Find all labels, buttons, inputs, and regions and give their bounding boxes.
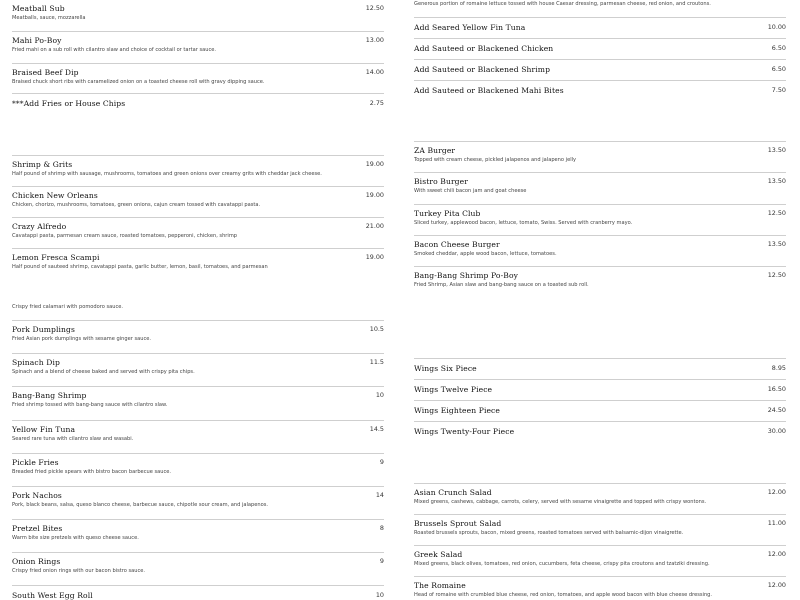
item-name: Bistro Burger (414, 177, 468, 186)
menu-item[interactable] (12, 186, 384, 212)
menu-item[interactable] (12, 0, 384, 26)
item-description: Fried Asian pork dumplings with sesame ginger sauce. (12, 336, 152, 342)
menu-item[interactable] (12, 519, 384, 545)
item-description: Seared rare tuna with cilantro slaw and wasabi. (12, 436, 134, 442)
item-price: 19.00 (365, 160, 384, 168)
item-name: Pretzel Bites (12, 524, 63, 533)
menu-item[interactable] (414, 59, 786, 77)
item-name: Crazy Alfredo (12, 222, 67, 231)
menu-item[interactable] (12, 93, 384, 111)
item-name: South West Egg Roll (12, 591, 93, 600)
menu-item[interactable] (12, 303, 384, 315)
item-name: Wings Twelve Piece (414, 385, 493, 394)
item-description: Topped with cream cheese, pickled jalapenos and jalapeno jelly (414, 157, 577, 163)
item-name: Asian Crunch Salad (414, 488, 492, 497)
item-name: ZA Burger (414, 146, 456, 155)
item-description: Sliced turkey, applewood bacon, lettuce, tomato, Swiss. Served with cranberry mayo. (414, 220, 633, 226)
item-description: Cavatappi pasta, parmesan cream sauce, roasted tomatoes, pepperoni, chicken, shrimp (12, 233, 238, 239)
menu-item[interactable] (414, 204, 786, 230)
menu-item[interactable] (12, 585, 384, 600)
item-price: 19.00 (365, 253, 384, 261)
right-menu-column (414, 0, 786, 600)
item-name: Yellow Fin Tuna (12, 425, 76, 434)
menu-item[interactable] (414, 483, 786, 509)
menu-item[interactable] (12, 248, 384, 274)
menu-item[interactable] (12, 353, 384, 379)
item-price: 11.5 (369, 358, 384, 366)
item-description: With sweet chili bacon jam and goat cheese (414, 188, 527, 194)
menu-item[interactable] (12, 552, 384, 578)
menu-item[interactable] (414, 421, 786, 439)
item-price: 16.50 (767, 385, 786, 393)
menu-item[interactable] (414, 576, 786, 600)
item-price: 9 (379, 557, 384, 565)
item-price: 30.00 (767, 427, 786, 435)
menu-item[interactable] (414, 379, 786, 397)
item-description: Fried mahi on a sub roll with cilantro slaw and choice of cocktail or tartar sauce. (12, 47, 216, 53)
item-price: 10 (375, 591, 384, 599)
item-description: Half pound of sauteed shrimp, cavatappi pasta, garlic butter, lemon, basil, tomatoes, and parmesan (12, 264, 268, 270)
item-price: 14.00 (365, 68, 384, 76)
item-price: 13.00 (365, 36, 384, 44)
item-price: 8 (379, 524, 384, 532)
item-price: 10 (375, 391, 384, 399)
menu-item[interactable] (414, 514, 786, 540)
item-description: Head of romaine with crumbled blue cheese, red onion, tomatoes, and apple wood bacon with blue cheese dressing. (414, 592, 713, 598)
menu-item[interactable] (414, 17, 786, 35)
item-name: Wings Eighteen Piece (414, 406, 501, 415)
left-menu-column (12, 0, 384, 600)
item-name: Bang-Bang Shrimp (12, 391, 87, 400)
item-description: Smoked cheddar, apple wood bacon, lettuce, tomatoes. (414, 251, 557, 257)
item-price: 14.5 (369, 425, 384, 433)
item-name: Onion Rings (12, 557, 61, 566)
menu-item[interactable] (12, 386, 384, 412)
item-description: Chicken, chorizo, mushrooms, tomatoes, green onions, cajun cream tossed with cavatappi pasta. (12, 202, 261, 208)
item-name: Bang-Bang Shrimp Po-Boy (414, 271, 519, 280)
item-description: Meatballs, sauce, mozzarella (12, 15, 86, 21)
item-price: 12.50 (365, 4, 384, 12)
item-price: 12.00 (767, 581, 786, 589)
menu-item[interactable] (12, 320, 384, 346)
item-name: Wings Twenty-Four Piece (414, 427, 515, 436)
item-description: Spinach and a blend of cheese baked and served with crispy pita chips. (12, 369, 195, 375)
item-name: Wings Six Piece (414, 364, 477, 373)
item-price: 19.00 (365, 191, 384, 199)
menu-item[interactable] (12, 155, 384, 181)
menu-item[interactable] (414, 80, 786, 98)
item-price: 13.50 (767, 146, 786, 154)
item-name: Greek Salad (414, 550, 463, 559)
item-price: 6.50 (771, 65, 786, 73)
item-price: 6.50 (771, 44, 786, 52)
menu-item[interactable] (414, 266, 786, 292)
item-price: 12.00 (767, 550, 786, 558)
menu-item[interactable] (12, 217, 384, 243)
item-price: 8.95 (771, 364, 786, 372)
menu-item[interactable] (414, 358, 786, 376)
item-description: Mixed greens, cashews, cabbage, carrots, celery, served with sesame vinaigrette and topped with crispy wontons. (414, 499, 707, 505)
item-name: Spinach Dip (12, 358, 60, 367)
item-description: Crispy fried onion rings with our bacon bistro sauce. (12, 568, 146, 574)
item-name: Turkey Pita Club (414, 209, 481, 218)
menu-item[interactable] (414, 0, 786, 12)
menu-item[interactable] (12, 63, 384, 89)
item-description: Breaded fried pickle spears with bistro bacon barbecue sauce. (12, 469, 172, 475)
item-description: Half pound of shrimp with sausage, mushrooms, tomatoes and green onions over creamy grits with cheddar jack cheese. (12, 171, 322, 177)
item-description: Warm bite size pretzels with queso cheese sauce. (12, 535, 139, 541)
menu-item[interactable] (414, 141, 786, 167)
item-description: Crispy fried calamari with pomodoro sauce. (12, 304, 124, 310)
item-name: Pork Nachos (12, 491, 62, 500)
item-description: Roasted brussels sprouts, bacon, mixed greens, roasted tomatoes served with balsamic-dijon vinaigrette. (414, 530, 684, 536)
item-price: 11.00 (767, 519, 786, 527)
item-name: Mahi Po-Boy (12, 36, 62, 45)
item-price: 21.00 (365, 222, 384, 230)
item-name: Braised Beef Dip (12, 68, 79, 77)
item-description: Braised chuck short ribs with caramelized onion on a toasted cheese roll with gravy dipping sauce. (12, 79, 265, 85)
item-price: 2.75 (369, 99, 384, 107)
item-name: Meatball Sub (12, 4, 65, 13)
item-name: Add Sauteed or Blackened Chicken (414, 44, 554, 53)
menu-item[interactable] (12, 453, 384, 479)
item-price: 24.50 (767, 406, 786, 414)
item-name: Lemon Fresca Scampi (12, 253, 100, 262)
item-price: 7.50 (771, 86, 786, 94)
item-price: 10.5 (369, 325, 384, 333)
item-name: The Romaine (414, 581, 466, 590)
menu-item[interactable] (414, 400, 786, 418)
item-name: Pickle Fries (12, 458, 59, 467)
item-description: Pork, black beans, salsa, queso blanco cheese, barbecue sauce, chipotle sour cream, and jalapenos. (12, 502, 269, 508)
item-price: 13.50 (767, 177, 786, 185)
item-name: ***Add Fries or House Chips (12, 99, 126, 108)
menu-item[interactable] (414, 235, 786, 261)
item-description: Fried shrimp tossed with bang-bang sauce with cilantro slaw. (12, 402, 168, 408)
menu-item[interactable] (414, 545, 786, 571)
item-name: Shrimp & Grits (12, 160, 73, 169)
item-name: Brussels Sprout Salad (414, 519, 502, 528)
item-name: Add Seared Yellow Fin Tuna (414, 23, 526, 32)
item-description: Generous portion of romaine lettuce tossed with house Caesar dressing, parmesan cheese, red onion, and croutons. (414, 1, 711, 7)
menu-item[interactable] (12, 31, 384, 57)
menu-item[interactable] (12, 420, 384, 446)
item-description: Fried Shrimp, Asian slaw and bang-bang sauce on a toasted sub roll. (414, 282, 589, 288)
item-name: Add Sauteed or Blackened Shrimp (414, 65, 551, 74)
menu-item[interactable] (414, 38, 786, 56)
item-name: Chicken New Orleans (12, 191, 98, 200)
item-price: 12.50 (767, 271, 786, 279)
item-description: Mixed greens, black olives, tomatoes, red onion, cucumbers, feta cheese, crispy pita croutons and tzatziki dressing. (414, 561, 710, 567)
item-price: 10.00 (767, 23, 786, 31)
item-name: Pork Dumplings (12, 325, 75, 334)
item-price: 12.50 (767, 209, 786, 217)
item-price: 12.00 (767, 488, 786, 496)
item-price: 14 (375, 491, 384, 499)
item-price: 13.50 (767, 240, 786, 248)
item-name: Add Sauteed or Blackened Mahi Bites (414, 86, 564, 95)
item-name: Bacon Cheese Burger (414, 240, 500, 249)
menu-item[interactable] (12, 486, 384, 512)
item-price: 9 (379, 458, 384, 466)
menu-item[interactable] (414, 172, 786, 198)
